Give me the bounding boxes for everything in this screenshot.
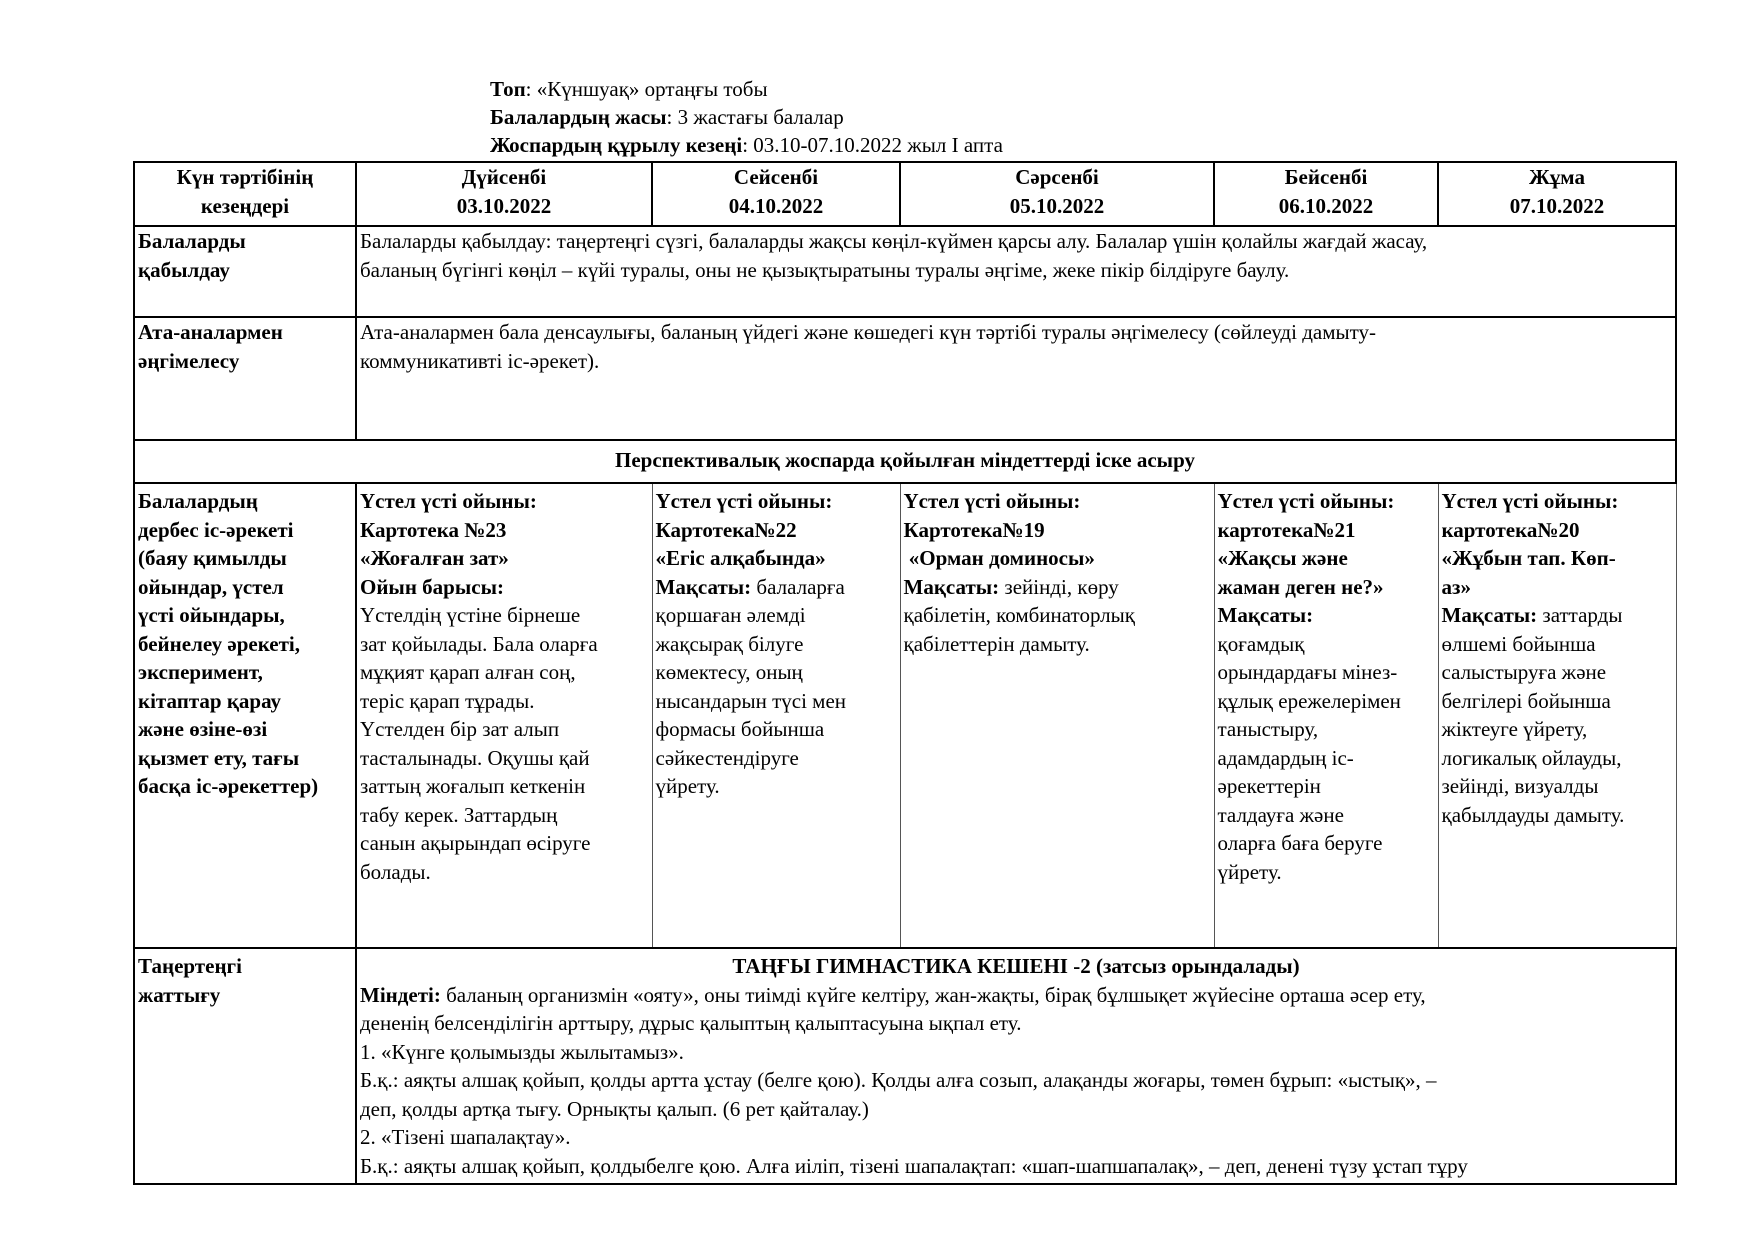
reception-text: Балаларды қабылдау: таңертеңгі сүзгі, балаларды жақсы көңіл-күймен қарсы алу. Балалар үшін қолайлы жағдай жасау, баланың бүгінгі көңіл – күйі туралы, оны не қызықтыратыны туралы әңгіме, жеке пікір білдіруге баулу. [356, 226, 1676, 317]
activity-mon: Үстел үсті ойыны: Картотека №23 «Жоғалған зат» Ойын барысы: Үстелдің үстіне бірнеше зат қойылады. Бала оларға мұқият қарап алған соң, теріс қарап тұрады. Үстелден бір зат алып тасталынады. Оқушы қай заттың жоғалып кеткенін табу керек. Заттардың санын ақырындап өсіруге болады. [356, 483, 652, 948]
table-row [134, 948, 1676, 1184]
activity-fri: Үстел үсті ойыны: картотека№20 «Жұбын тап. Көп- аз» Мақсаты: заттарды өлшемі бойынша салыстыруға және белгілері бойынша жіктеуге үйрету, логикалық ойлауды, зейінді, визуалды қабылдауды дамыту. [1438, 483, 1676, 948]
independent-label: Балалардың дербес іс-әрекеті (баяу қимылды ойындар, үстел үсті ойындары, бейнелеу әрекеті, эксперимент, кітаптар қарау және өзіне-өзі қызмет ету, тағы басқа іс-әрекеттер) [134, 483, 356, 948]
exercise-label: Таңертеңгі жаттығу [134, 948, 356, 1184]
activity-tue: Үстел үсті ойыны: Картотека№22 «Егіс алқабында» Мақсаты: балаларға қоршаған әлемді жақсырақ білуге көмектесу, оның нысандарын түсі мен формасы бойынша сәйкестендіруге үйрету. [652, 483, 900, 948]
activity-thu: Үстел үсті ойыны: картотека№21 «Жақсы және жаман деген не?» Мақсаты: қоғамдық орындардағы мінез- құлық ережелерімен таныстыру, адамдардың іс- әрекеттерін талдауға және оларға баға беруге үйрету. [1214, 483, 1438, 948]
table-row [134, 317, 1676, 440]
age-value: : 3 жастағы балалар [666, 105, 844, 129]
weekly-plan-table [133, 161, 1677, 1185]
reception-label: Балаларды қабылдау [134, 226, 356, 317]
group-value: : «Күншуақ» ортаңғы тобы [525, 77, 768, 101]
day-header-thu: Бейсенбі 06.10.2022 [1214, 162, 1438, 226]
period-line [490, 131, 1003, 159]
day-header-wed: Сәрсенбі 05.10.2022 [900, 162, 1214, 226]
table-header-row [134, 162, 1676, 226]
activity-wed: Үстел үсті ойыны: Картотека№19 «Орман доминосы» Мақсаты: зейінді, көру қабілетін, комбинаторлық қабілеттерін дамыту. [900, 483, 1214, 948]
day-header-tue: Сейсенбі 04.10.2022 [652, 162, 900, 226]
plan-header [490, 75, 1003, 159]
table-row [134, 440, 1676, 483]
table-row [134, 226, 1676, 317]
period-value: : 03.10-07.10.2022 жыл I апта [742, 133, 1003, 157]
group-label: Топ [490, 77, 526, 101]
day-header-mon: Дүйсенбі 03.10.2022 [356, 162, 652, 226]
exercise-title: ТАҢҒЫ ГИМНАСТИКА КЕШЕНІ -2 (затсыз орындалады) [732, 954, 1300, 978]
table-row [134, 483, 1676, 948]
age-line [490, 103, 1003, 131]
day-header-fri: Жұма 07.10.2022 [1438, 162, 1676, 226]
age-label: Балалардың жасы [490, 105, 667, 129]
period-label: Жоспардың құрылу кезеңі [490, 133, 743, 157]
task-label: Міндеті: [360, 982, 441, 1007]
stage-header: Күн тәртібінің кезеңдері [134, 162, 356, 226]
parents-text: Ата-аналармен бала денсаулығы, баланың үйдегі және көшедегі күн тәртібі туралы әңгімелесу (сөйлеуді дамыту- коммуникативті іс-әрекет). [356, 317, 1676, 440]
group-line [490, 75, 1003, 103]
parents-label: Ата-аналармен әңгімелесу [134, 317, 356, 440]
exercise-content: ТАҢҒЫ ГИМНАСТИКА КЕШЕНІ -2 (затсыз орындалады) Міндеті: баланың организмін «ояту», оны тиімді күйге келтіру, жан-жақты, бірақ бұлшықет жүйесіне орташа әсер ету, дененің белсенділігін арттыру, дұрыс қалыптың қалыптасуына ықпал ету. 1. «Күнге қолымызды жылытамыз». Б.қ.: аяқты алшақ қойып, қолды артта ұстау (белге қою). Қолды алға созып, алақанды жоғары, төмен бұрып: «ыстық», – деп, қолды артқа тығу. Орнықты қалып. (6 рет қайталау.) 2. «Тізені шапалақтау». Б.қ.: аяқты алшақ қойып, қолдыбелге қою. Алға иіліп, тізені шапалақтап: «шап-шапшапалақ», – деп, денені түзу ұстап тұру [356, 948, 1676, 1184]
perspective-heading: Перспективалық жоспарда қойылған міндеттерді іске асыру [134, 440, 1676, 483]
